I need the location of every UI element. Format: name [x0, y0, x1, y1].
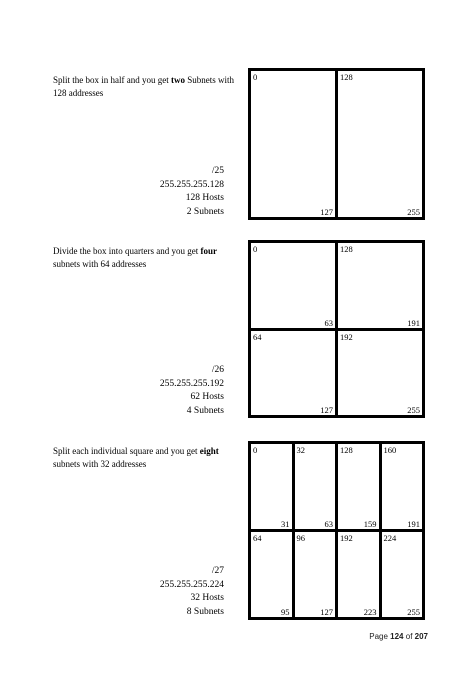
subnet-start-address: 32 [296, 445, 305, 455]
subnet-end-address: 191 [407, 317, 420, 328]
subnet-mask: 255.255.255.128 [159, 179, 224, 190]
subnet-count: 4 Subnets [186, 405, 224, 416]
subnet-grid-4 [248, 240, 425, 418]
subnet-end-address: 127 [320, 207, 333, 217]
subnet-start-address: 0 [253, 445, 258, 455]
subnet-end-address: 95 [281, 607, 290, 617]
subnet-start-address: 64 [253, 533, 262, 543]
subnet-start-address: 160 [383, 445, 397, 455]
section3-description: Split each individual square and you get eight subnets with 32 addresses [53, 446, 219, 469]
subnet-start-address: 192 [340, 533, 353, 543]
subnet-start-address: 192 [340, 331, 353, 342]
subnet-count: 2 Subnets [186, 206, 224, 217]
subnet-start-address: 128 [340, 244, 353, 254]
subnet-end-address: 127 [320, 607, 333, 617]
subnet-end-address: 63 [324, 317, 333, 328]
subnet-end-address: 255 [407, 405, 420, 415]
subnet-end-address: 223 [363, 607, 377, 617]
subnet-cell [338, 444, 379, 529]
subnet-cell [338, 532, 379, 617]
subnet-cell [295, 444, 336, 529]
cidr-prefix: /26 [211, 365, 224, 375]
subnet-cell [382, 444, 423, 529]
subnet-cell [295, 532, 336, 617]
subnet-grid-2 [248, 68, 425, 220]
subnet-cell [251, 243, 335, 328]
subnet-cell [338, 71, 422, 217]
subnet-cell [251, 444, 292, 529]
cidr-prefix: /27 [211, 566, 224, 576]
subnet-start-address: 224 [383, 533, 397, 543]
section2-info [52, 364, 224, 418]
subnet-start-address: 96 [296, 533, 305, 543]
host-count: 32 Hosts [190, 593, 224, 603]
subnet-end-address: 63 [324, 519, 333, 529]
subnet-end-address: 255 [407, 607, 420, 617]
subnet-start-address: 128 [340, 72, 353, 82]
section1-description: Split the box in half and you get two Subnets with 128 addresses [53, 75, 234, 98]
subnet-cell [251, 331, 335, 416]
subnet-count: 8 Subnets [186, 606, 224, 617]
subnet-end-address: 31 [281, 519, 290, 529]
subnet-start-address: 128 [340, 445, 353, 455]
cidr-prefix: /25 [211, 166, 224, 176]
host-count: 128 Hosts [185, 193, 224, 203]
section2-description: Divide the box into quarters and you get four subnets with 64 addresses [53, 246, 217, 269]
subnet-cell [382, 532, 423, 617]
subnet-start-address: 64 [253, 331, 262, 342]
subnet-end-address: 159 [363, 519, 377, 529]
subnet-cell [251, 532, 292, 617]
subnet-cell [338, 243, 422, 328]
page-footer: Page 124 of 207 [369, 632, 428, 641]
subnet-end-address: 191 [407, 519, 420, 529]
subnet-cell [251, 71, 335, 217]
subnet-start-address: 0 [253, 72, 258, 82]
subnet-start-address: 0 [253, 244, 258, 254]
subnet-end-address: 127 [320, 405, 333, 415]
host-count: 62 Hosts [190, 392, 224, 402]
subnet-cell [338, 331, 422, 416]
section3-info [52, 565, 224, 619]
subnet-mask: 255.255.255.192 [159, 378, 224, 389]
section1-info [52, 165, 224, 219]
subnet-grid-8 [248, 441, 425, 620]
subnet-mask: 255.255.255.224 [159, 579, 224, 590]
subnet-end-address: 255 [407, 207, 420, 217]
